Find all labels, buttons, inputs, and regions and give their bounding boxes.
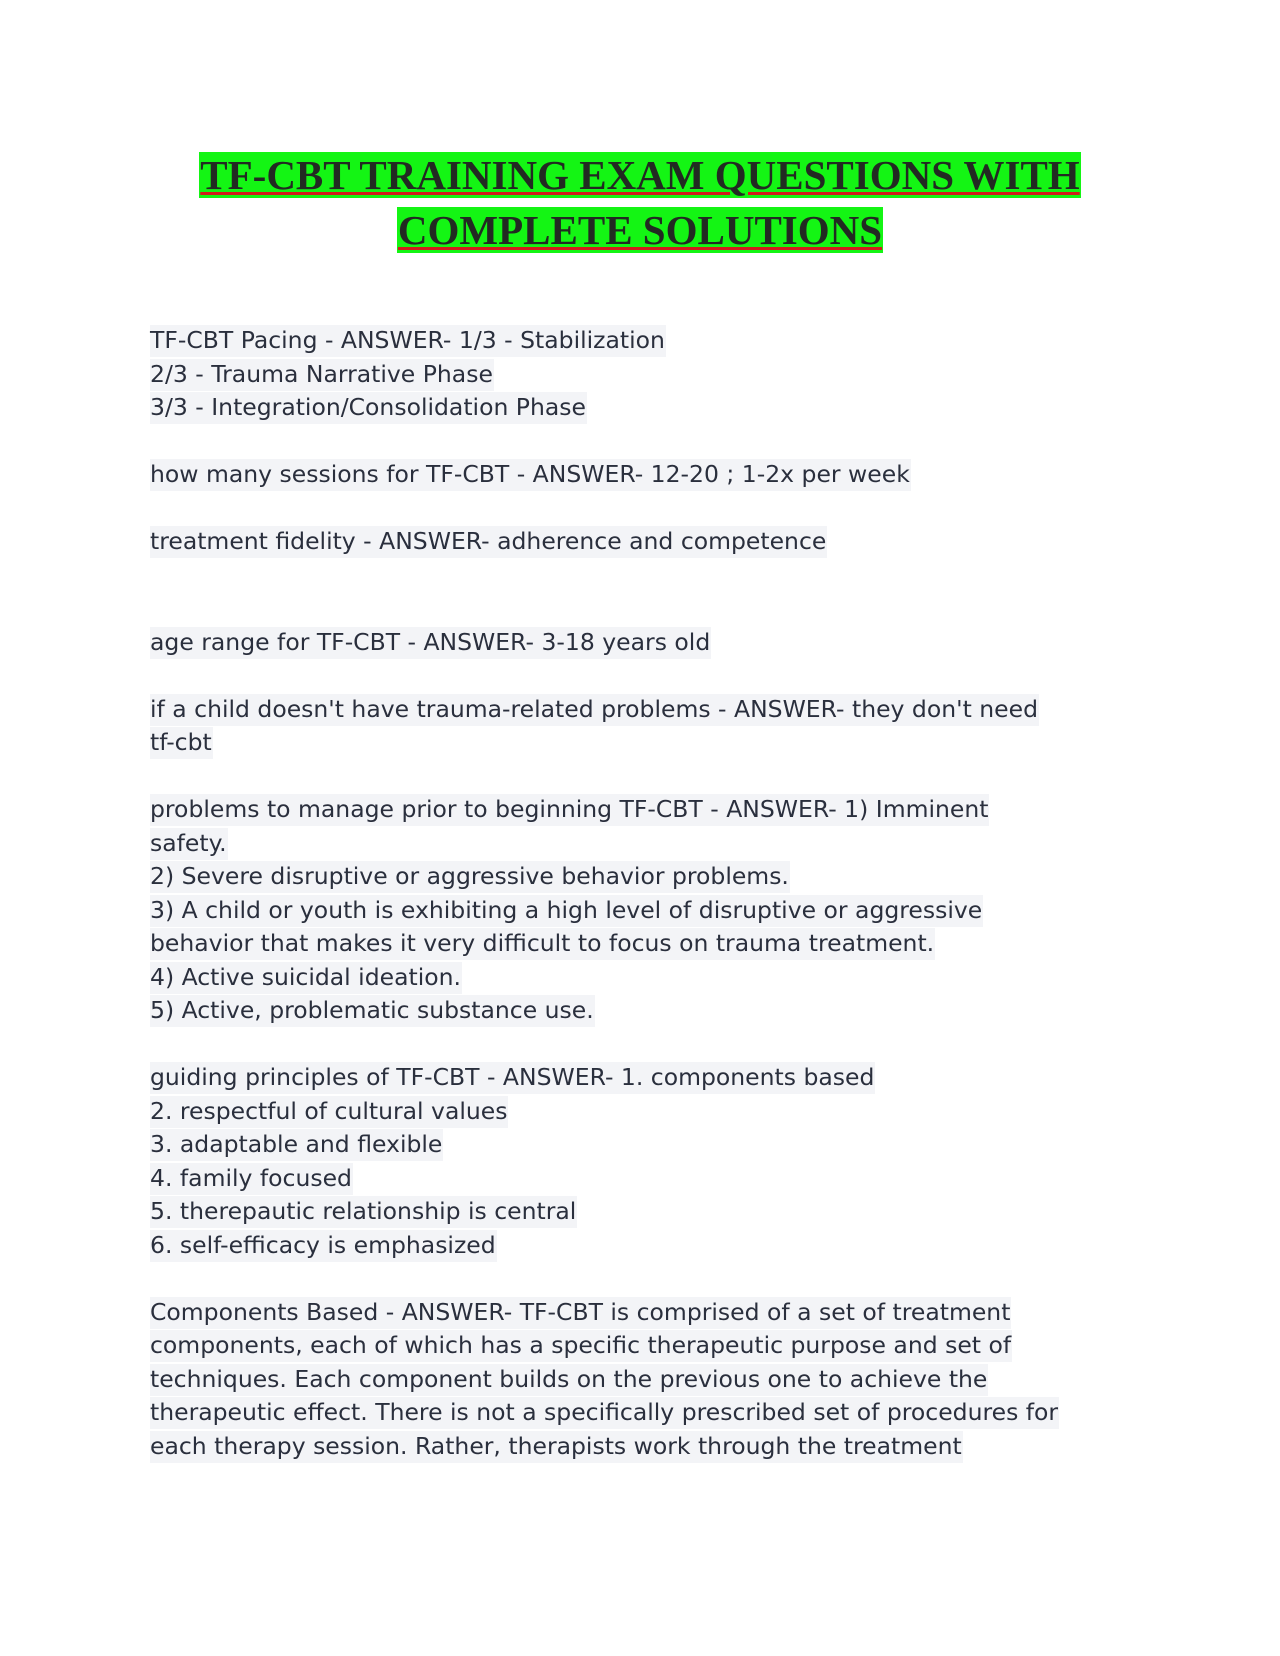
qa-components: [150, 1296, 1130, 1464]
text-line: guiding principles of TF-CBT - ANSWER- 1. components based: [150, 1061, 1130, 1095]
text-line: 5. therepautic relationship is central: [150, 1195, 1130, 1229]
text-line: tf-cbt: [150, 726, 1130, 760]
text-line: if a child doesn't have trauma-related problems - ANSWER- they don't need: [150, 693, 1130, 727]
text-line: 3/3 - Integration/Consolidation Phase: [150, 391, 1130, 425]
text-line: 5) Active, problematic substance use.: [150, 994, 1130, 1028]
text-line: Components Based - ANSWER- TF-CBT is comprised of a set of treatment: [150, 1296, 1130, 1330]
text-line: 2. respectful of cultural values: [150, 1095, 1130, 1129]
text-line: 6. self-efficacy is emphasized: [150, 1229, 1130, 1263]
text-line: 3) A child or youth is exhibiting a high level of disruptive or aggressive: [150, 894, 1130, 928]
text-line: 2/3 - Trauma Narrative Phase: [150, 358, 1130, 392]
text-line: treatment fidelity - ANSWER- adherence and competence: [150, 525, 1130, 559]
text-line: techniques. Each component builds on the previous one to achieve the: [150, 1363, 1130, 1397]
text-line: safety.: [150, 827, 1130, 861]
qa-principles: [150, 1061, 1130, 1262]
text-line: 4) Active suicidal ideation.: [150, 961, 1130, 995]
qa-age-range: [150, 626, 1130, 660]
qa-sessions: [150, 458, 1130, 492]
text-line: 3. adaptable and flexible: [150, 1128, 1130, 1162]
qa-fidelity: [150, 525, 1130, 559]
title-line-2: COMPLETE SOLUTIONS: [397, 207, 883, 253]
title-line-1: TF-CBT TRAINING EXAM QUESTIONS WITH: [200, 152, 1080, 198]
qa-no-trauma: [150, 693, 1130, 760]
text-line: each therapy session. Rather, therapists work through the treatment: [150, 1430, 1130, 1464]
document-title: [150, 148, 1130, 258]
text-line: problems to manage prior to beginning TF-CBT - ANSWER- 1) Imminent: [150, 793, 1130, 827]
text-line: how many sessions for TF-CBT - ANSWER- 12-20 ; 1-2x per week: [150, 458, 1130, 492]
text-line: 2) Severe disruptive or aggressive behavior problems.: [150, 860, 1130, 894]
text-line: components, each of which has a specific therapeutic purpose and set of: [150, 1329, 1130, 1363]
text-line: age range for TF-CBT - ANSWER- 3-18 years old: [150, 626, 1130, 660]
text-line: behavior that makes it very difficult to focus on trauma treatment.: [150, 927, 1130, 961]
text-line: TF-CBT Pacing - ANSWER- 1/3 - Stabilization: [150, 324, 1130, 358]
qa-pacing: [150, 324, 1130, 425]
document-body: [150, 324, 1130, 1463]
text-line: 4. family focused: [150, 1162, 1130, 1196]
qa-problems: [150, 793, 1130, 1028]
text-line: therapeutic effect. There is not a specifically prescribed set of procedures for: [150, 1396, 1130, 1430]
